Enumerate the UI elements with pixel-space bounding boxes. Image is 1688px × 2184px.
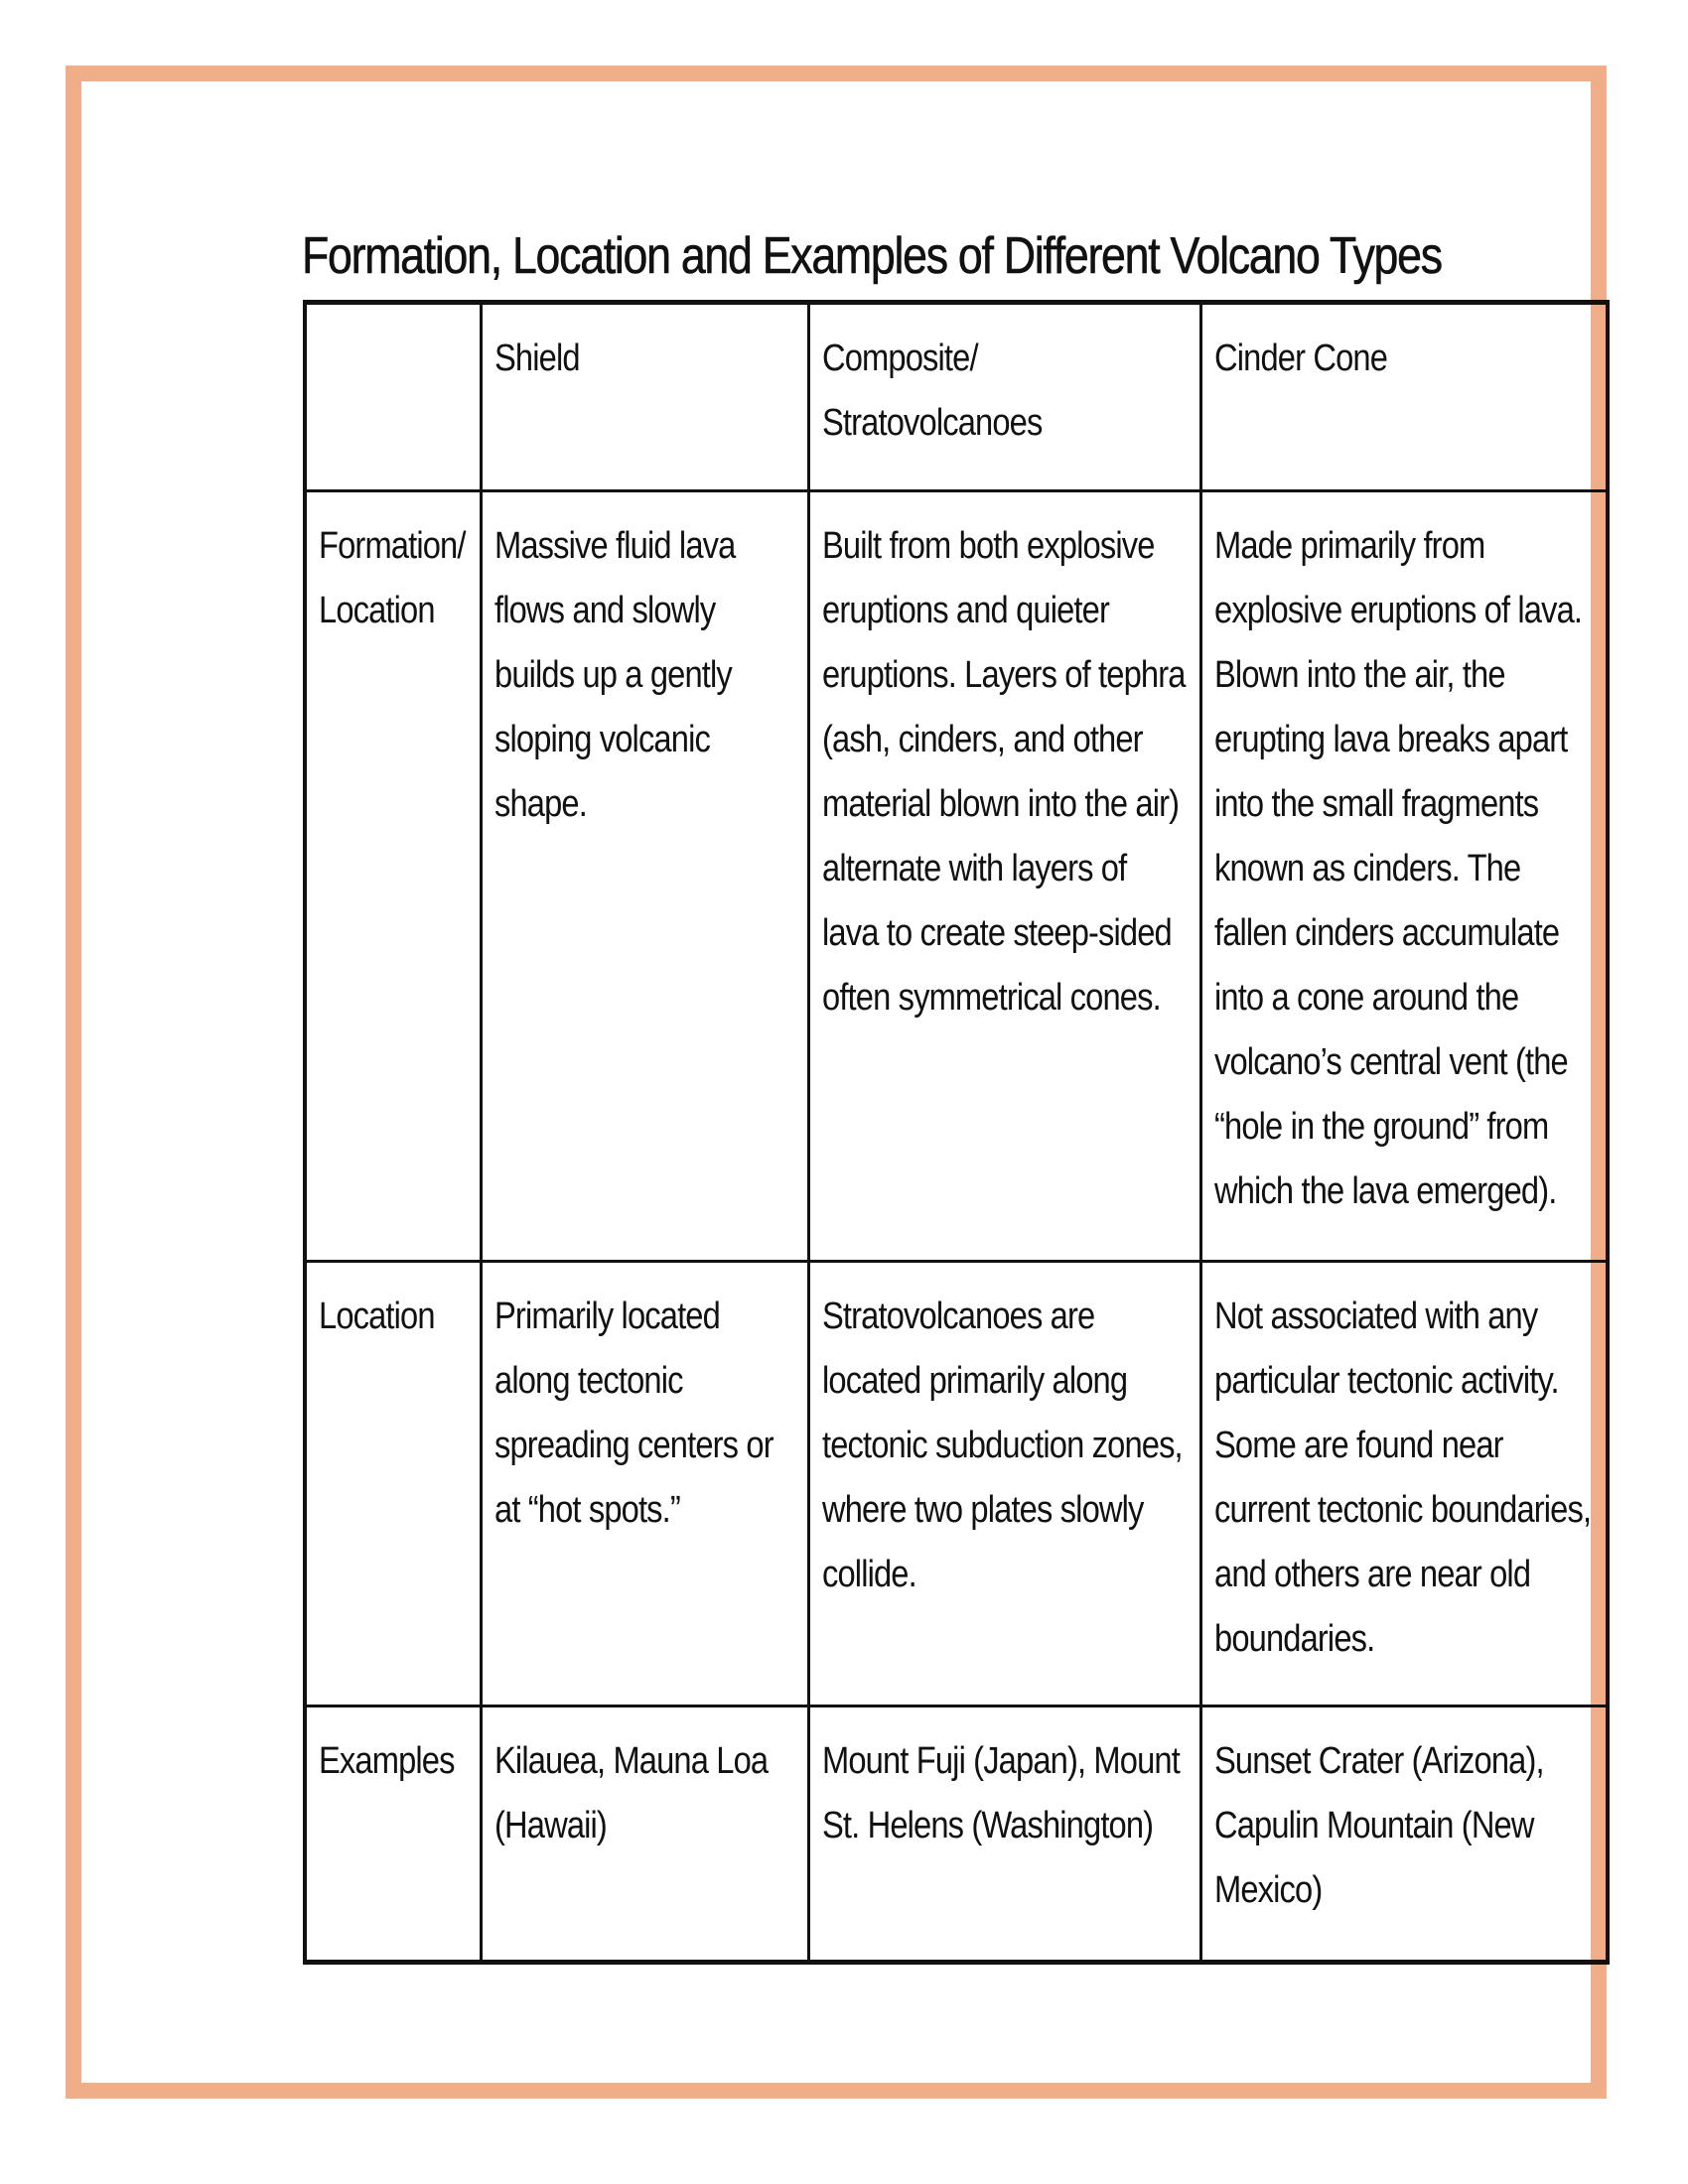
examples-composite-text: Mount Fuji (Japan), Mount St. Helens (Washington)	[821, 1740, 1180, 1846]
row-label-location: Location	[319, 1296, 435, 1337]
table-cell	[808, 1706, 1200, 1963]
header-shield-cell	[481, 303, 808, 491]
table-row-formation	[305, 491, 1608, 1262]
location-composite-text: Stratovolcanoes are located primarily along tectonic subduction zones, where two plates slowly collide.	[821, 1296, 1183, 1595]
table-cell	[1200, 491, 1608, 1262]
row-label-cell	[305, 1262, 481, 1706]
header-corner-cell	[305, 303, 481, 491]
header-shield-label: Shield	[493, 338, 580, 379]
table-cell	[1200, 1706, 1608, 1963]
header-cinder-label: Cinder Cone	[1213, 338, 1387, 379]
row-label-formation: Formation/ Location	[319, 525, 466, 631]
table-cell	[481, 1706, 808, 1963]
header-cinder-cell	[1200, 303, 1608, 491]
row-label-cell	[305, 1706, 481, 1963]
header-composite-cell	[808, 303, 1200, 491]
table-header-row	[305, 303, 1608, 491]
table-row-examples	[305, 1706, 1608, 1963]
table-cell	[1200, 1262, 1608, 1706]
location-cinder-text: Not associated with any particular tectonic activity. Some are found near current tectonic boundaries, and others are near old boundaries.	[1213, 1296, 1591, 1660]
document-title: Formation, Location and Examples of Different Volcano Types	[302, 227, 1442, 285]
volcano-types-table	[303, 300, 1610, 1965]
location-shield-text: Primarily located along tectonic spreading centers or at “hot spots.”	[493, 1296, 774, 1531]
table-cell	[481, 1262, 808, 1706]
row-label-examples: Examples	[319, 1740, 455, 1782]
table-cell	[481, 491, 808, 1262]
row-label-cell	[305, 491, 481, 1262]
formation-cinder-text: Made primarily from explosive eruptions of lava. Blown into the air, the erupting lava breaks apart into the small fragments known as cinders. The fallen cinders accumulate into a cone around the volcano’s central vent (the “hole in the ground” from which the lava emerged).	[1213, 525, 1582, 1212]
table-row-location	[305, 1262, 1608, 1706]
formation-composite-text: Built from both explosive eruptions and quieter eruptions. Layers of tephra (ash, cinders, and other material blown into the air) alternate with layers of lava to create steep-sided often symmetrical cones.	[821, 525, 1186, 1019]
examples-shield-text: Kilauea, Mauna Loa (Hawaii)	[493, 1740, 768, 1846]
formation-shield-text: Massive fluid lava flows and slowly builds up a gently sloping volcanic shape.	[493, 525, 735, 825]
header-composite-label: Composite/ Stratovolcanoes	[821, 338, 1042, 444]
table-cell	[808, 1262, 1200, 1706]
table-cell	[808, 491, 1200, 1262]
examples-cinder-text: Sunset Crater (Arizona), Capulin Mountain (New Mexico)	[1213, 1740, 1544, 1911]
